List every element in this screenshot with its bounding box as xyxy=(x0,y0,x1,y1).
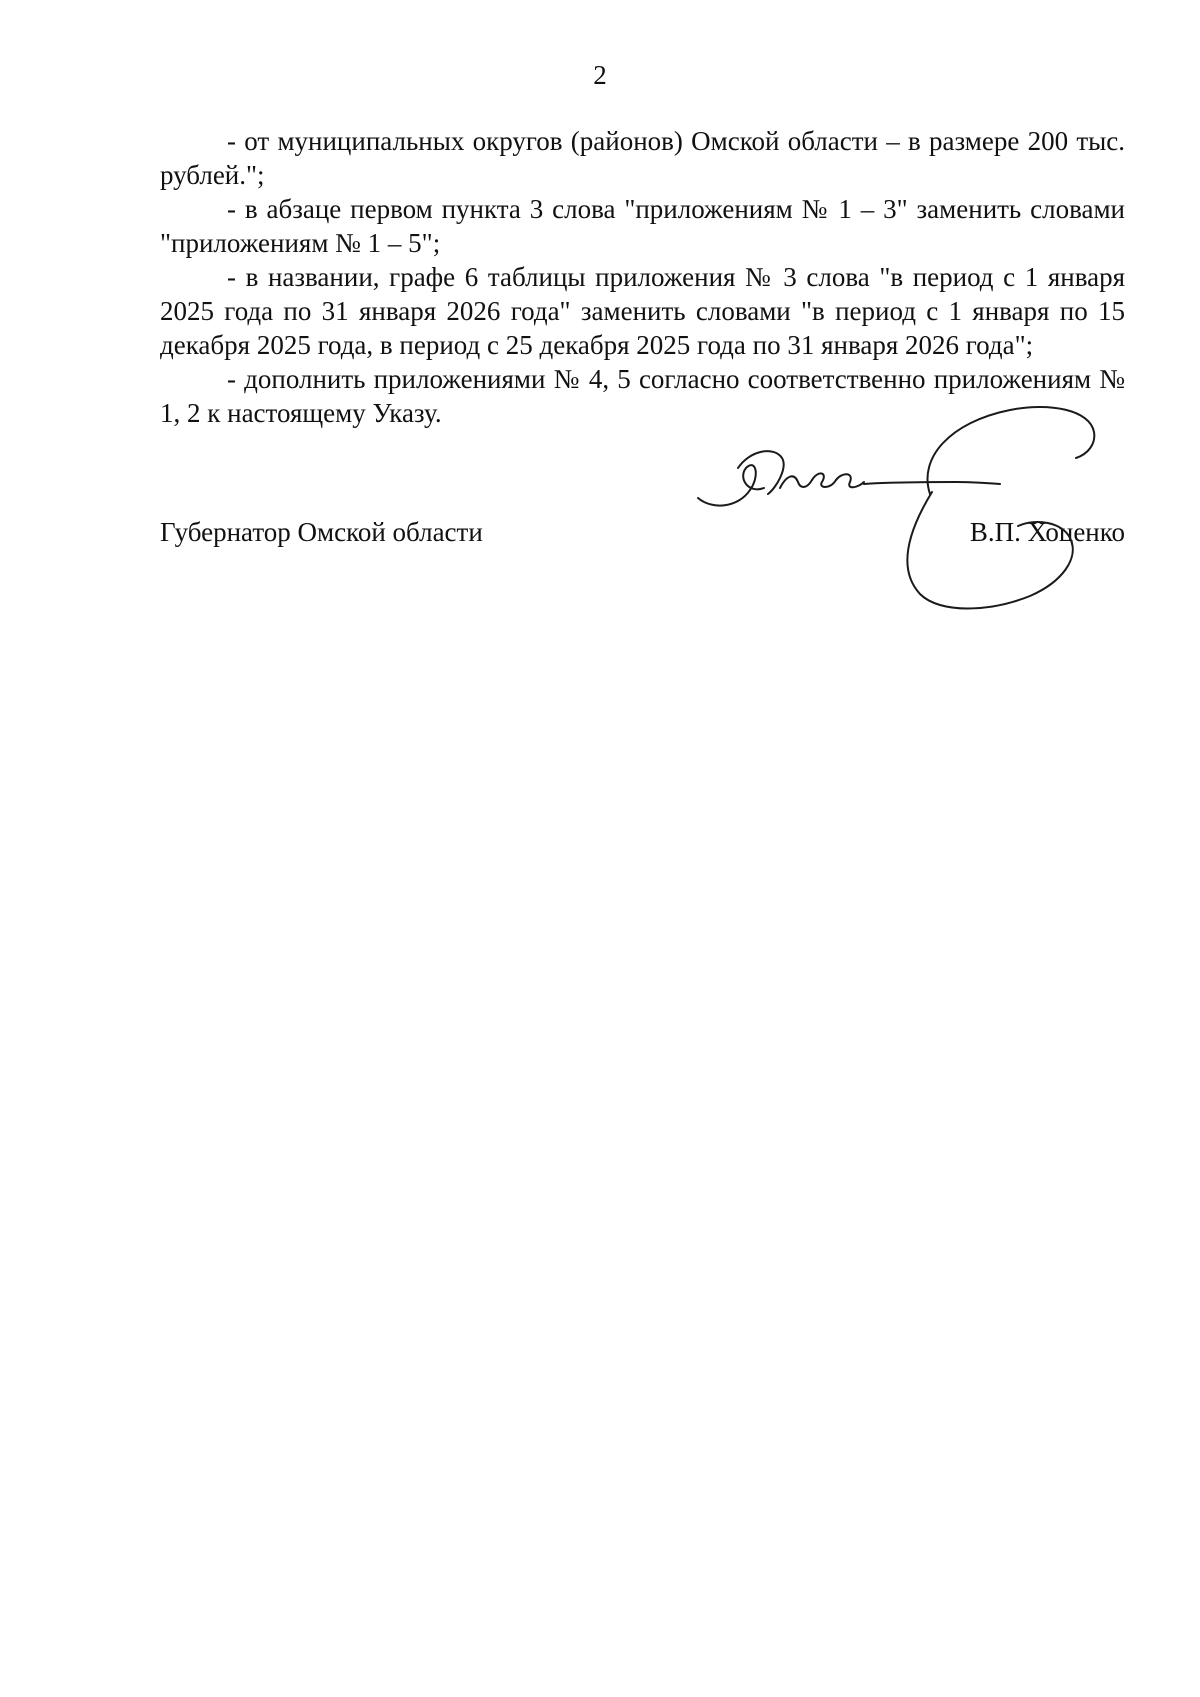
paragraph-municipal-districts: - от муниципальных округов (районов) Омской области – в размере 200 тыс. рублей."; xyxy=(160,126,1125,190)
paragraph-clause-3-amendment: - в абзаце первом пункта 3 слова "приложениям № 1 – 3" заменить словами "приложениям № 1 – 5"; xyxy=(160,194,1125,258)
document-body xyxy=(160,124,1125,430)
paragraph-add-appendices: - дополнить приложениями № 4, 5 согласно соответственно приложениям № 1, 2 к настоящему Указу. xyxy=(160,364,1125,428)
signatory-name: В.П. Хоценко xyxy=(969,517,1125,547)
signatory-position: Губернатор Омской области xyxy=(160,517,483,547)
paragraph-appendix-3-amendment: - в названии, графе 6 таблицы приложения № 3 слова "в период с 1 января 2025 года по 31 января 2026 года" заменить словами "в период с 1 января по 15 декабря 2025 года, в период с 25 декабря 2025 года по 31 января 2026 года"; xyxy=(160,262,1125,360)
page-number: 2 xyxy=(593,60,607,90)
signature-block xyxy=(160,515,1125,555)
